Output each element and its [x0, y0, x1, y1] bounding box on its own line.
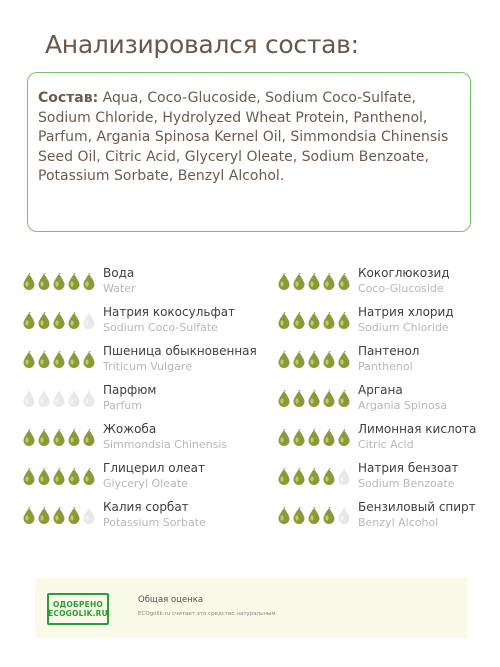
olive-drop-icon [307, 468, 321, 486]
ingredient-item [277, 381, 500, 417]
olive-drop-icon [337, 390, 351, 408]
ingredient-item [22, 459, 257, 495]
ingredient-name: Калия сорбат [103, 500, 189, 514]
ingredient-latin-name: Sodium Benzoate [358, 477, 455, 490]
ingredient-name: Аргана [358, 383, 403, 397]
overall-rating-title: Общая оценка [138, 595, 204, 605]
ingredient-rating [22, 468, 96, 486]
olive-drop-icon [322, 507, 336, 525]
ingredient-rating [277, 429, 351, 447]
olive-drop-icon [322, 429, 336, 447]
olive-drop-icon [22, 507, 36, 525]
olive-drop-icon [292, 468, 306, 486]
ingredient-name: Натрия хлорид [358, 305, 454, 319]
composition-ingredients: Aqua, Coco-Glucoside, Sodium Coco-Sulfate, Sodium Chloride, Hydrolyzed Wheat Protein, Panthenol, Parfum, Argania Spinosa Kernel Oil, Simmondsia Chinensis Seed Oil, Citric Acid, Glyceryl Oleate, Sodium Benzoate, Potassium Sorbate, Benzyl Alcohol. [38, 90, 449, 184]
ingredient-text [103, 305, 235, 335]
approved-badge [47, 593, 109, 625]
composition-label: Состав: [38, 90, 99, 106]
ingredient-rating [277, 312, 351, 330]
ingredient-name: Парфюм [103, 383, 157, 397]
olive-drop-icon [82, 273, 96, 291]
olive-drop-icon [292, 429, 306, 447]
ingredient-text [103, 461, 205, 491]
ingredient-name: Натрия кокосульфат [103, 305, 236, 319]
olive-drop-icon [307, 429, 321, 447]
ingredient-latin-name: Triticum Vulgare [103, 360, 192, 373]
ingredient-text [103, 344, 257, 374]
ingredient-text [103, 422, 227, 452]
ingredient-rating [22, 507, 96, 525]
olive-drop-icon [22, 468, 36, 486]
ingredient-rating [277, 351, 351, 369]
ingredient-item [22, 498, 257, 534]
olive-drop-icon [322, 312, 336, 330]
ingredient-latin-name: Argania Spinosa [358, 399, 448, 412]
olive-drop-icon [22, 351, 36, 369]
ingredient-rating [22, 429, 96, 447]
ingredient-latin-name: Citric Acid [358, 438, 414, 451]
overall-rating-description: ECOgolik.ru считает это средство натуральным [138, 611, 276, 617]
olive-drop-icon [307, 312, 321, 330]
olive-drop-icon [22, 273, 36, 291]
olive-drop-icon [292, 507, 306, 525]
olive-drop-icon [67, 507, 81, 525]
ingredient-item [22, 381, 257, 417]
ingredient-text [103, 383, 156, 413]
olive-drop-icon [292, 312, 306, 330]
ingredient-latin-name: Coco-Glucoside [358, 282, 444, 295]
ingredient-name: Натрия бензоат [358, 461, 459, 475]
olive-drop-icon [292, 351, 306, 369]
ingredient-name: Глицерил олеат [103, 461, 205, 475]
ingredient-item [277, 264, 500, 300]
olive-drop-icon [52, 429, 66, 447]
ingredient-rating [277, 468, 351, 486]
ingredient-name: Кокоглюкозид [358, 266, 450, 280]
olive-drop-icon [52, 468, 66, 486]
olive-drop-icon [337, 312, 351, 330]
ingredient-latin-name: Sodium Coco-Sulfate [103, 321, 219, 334]
olive-drop-icon [22, 429, 36, 447]
ingredient-text [358, 461, 459, 491]
olive-drop-icon [307, 351, 321, 369]
olive-drop-icon [82, 429, 96, 447]
ingredient-text [358, 305, 454, 335]
olive-drop-icon [277, 507, 291, 525]
ingredient-rating [22, 390, 96, 408]
olive-drop-icon [37, 312, 51, 330]
olive-drop-icon [292, 273, 306, 291]
olive-drop-icon [322, 351, 336, 369]
olive-drop-icon [82, 351, 96, 369]
olive-drop-icon [37, 429, 51, 447]
olive-drop-icon [82, 312, 96, 330]
ingredient-text [103, 266, 136, 296]
olive-drop-icon [277, 273, 291, 291]
ingredient-rating [277, 390, 351, 408]
olive-drop-icon [37, 351, 51, 369]
ingredients-list [22, 264, 482, 534]
ingredient-latin-name: Water [103, 282, 136, 295]
olive-drop-icon [292, 390, 306, 408]
ingredient-item [277, 420, 500, 456]
page-title: Анализировался состав: [45, 30, 359, 59]
olive-drop-icon [277, 312, 291, 330]
olive-drop-icon [337, 273, 351, 291]
olive-drop-icon [52, 312, 66, 330]
olive-drop-icon [307, 273, 321, 291]
olive-drop-icon [37, 468, 51, 486]
ingredient-item [22, 303, 257, 339]
ingredient-latin-name: Potassium Sorbate [103, 516, 206, 529]
ingredient-rating [277, 273, 351, 291]
overall-rating-panel [35, 578, 467, 638]
olive-drop-icon [52, 390, 66, 408]
ingredient-item [277, 303, 500, 339]
olive-drop-icon [277, 390, 291, 408]
olive-drop-icon [82, 468, 96, 486]
olive-drop-icon [52, 351, 66, 369]
ingredient-item [277, 498, 500, 534]
olive-drop-icon [82, 390, 96, 408]
olive-drop-icon [67, 351, 81, 369]
olive-drop-icon [277, 351, 291, 369]
olive-drop-icon [52, 507, 66, 525]
olive-drop-icon [322, 468, 336, 486]
olive-drop-icon [67, 390, 81, 408]
ingredient-text [358, 344, 419, 374]
olive-drop-icon [67, 273, 81, 291]
ingredient-text [358, 500, 476, 530]
badge-site-text: ECOGOLIK.RU [48, 609, 108, 618]
olive-drop-icon [322, 273, 336, 291]
olive-drop-icon [67, 312, 81, 330]
olive-drop-icon [307, 390, 321, 408]
ingredient-text [103, 500, 206, 530]
ingredient-latin-name: Simmondsia Chinensis [103, 438, 228, 451]
composition-box [27, 72, 471, 232]
olive-drop-icon [52, 273, 66, 291]
olive-drop-icon [337, 468, 351, 486]
olive-drop-icon [22, 312, 36, 330]
olive-drop-icon [67, 429, 81, 447]
olive-drop-icon [37, 507, 51, 525]
ingredient-rating [277, 507, 351, 525]
ingredient-name: Пантенол [358, 344, 420, 358]
badge-approved-text: ОДОБРЕНО [52, 600, 104, 609]
ingredient-name: Лимонная кислота [358, 422, 477, 436]
olive-drop-icon [82, 507, 96, 525]
ingredient-latin-name: Benzyl Alcohol [358, 516, 439, 529]
ingredient-name: Бензиловый спирт [358, 500, 476, 514]
ingredient-item [22, 342, 257, 378]
ingredient-text [358, 266, 450, 296]
ingredient-item [22, 264, 257, 300]
ingredient-text [358, 383, 447, 413]
ingredient-rating [22, 273, 96, 291]
ingredient-latin-name: Glyceryl Oleate [103, 477, 188, 490]
olive-drop-icon [277, 468, 291, 486]
ingredient-name: Вода [103, 266, 135, 280]
olive-drop-icon [22, 390, 36, 408]
olive-drop-icon [322, 390, 336, 408]
olive-drop-icon [277, 429, 291, 447]
ingredient-text [358, 422, 476, 452]
ingredient-name: Пшеница обыкновенная [103, 344, 257, 358]
olive-drop-icon [37, 390, 51, 408]
ingredient-latin-name: Sodium Chloride [358, 321, 449, 334]
ingredient-name: Жожоба [103, 422, 157, 436]
olive-drop-icon [67, 468, 81, 486]
olive-drop-icon [307, 507, 321, 525]
ingredient-item [277, 459, 500, 495]
ingredient-item [277, 342, 500, 378]
olive-drop-icon [337, 507, 351, 525]
ingredient-rating [22, 312, 96, 330]
ingredient-item [22, 420, 257, 456]
ingredient-rating [22, 351, 96, 369]
olive-drop-icon [337, 351, 351, 369]
ingredient-latin-name: Panthenol [358, 360, 413, 373]
composition-text [38, 89, 458, 187]
olive-drop-icon [37, 273, 51, 291]
olive-drop-icon [337, 429, 351, 447]
ingredient-latin-name: Parfum [103, 399, 142, 412]
